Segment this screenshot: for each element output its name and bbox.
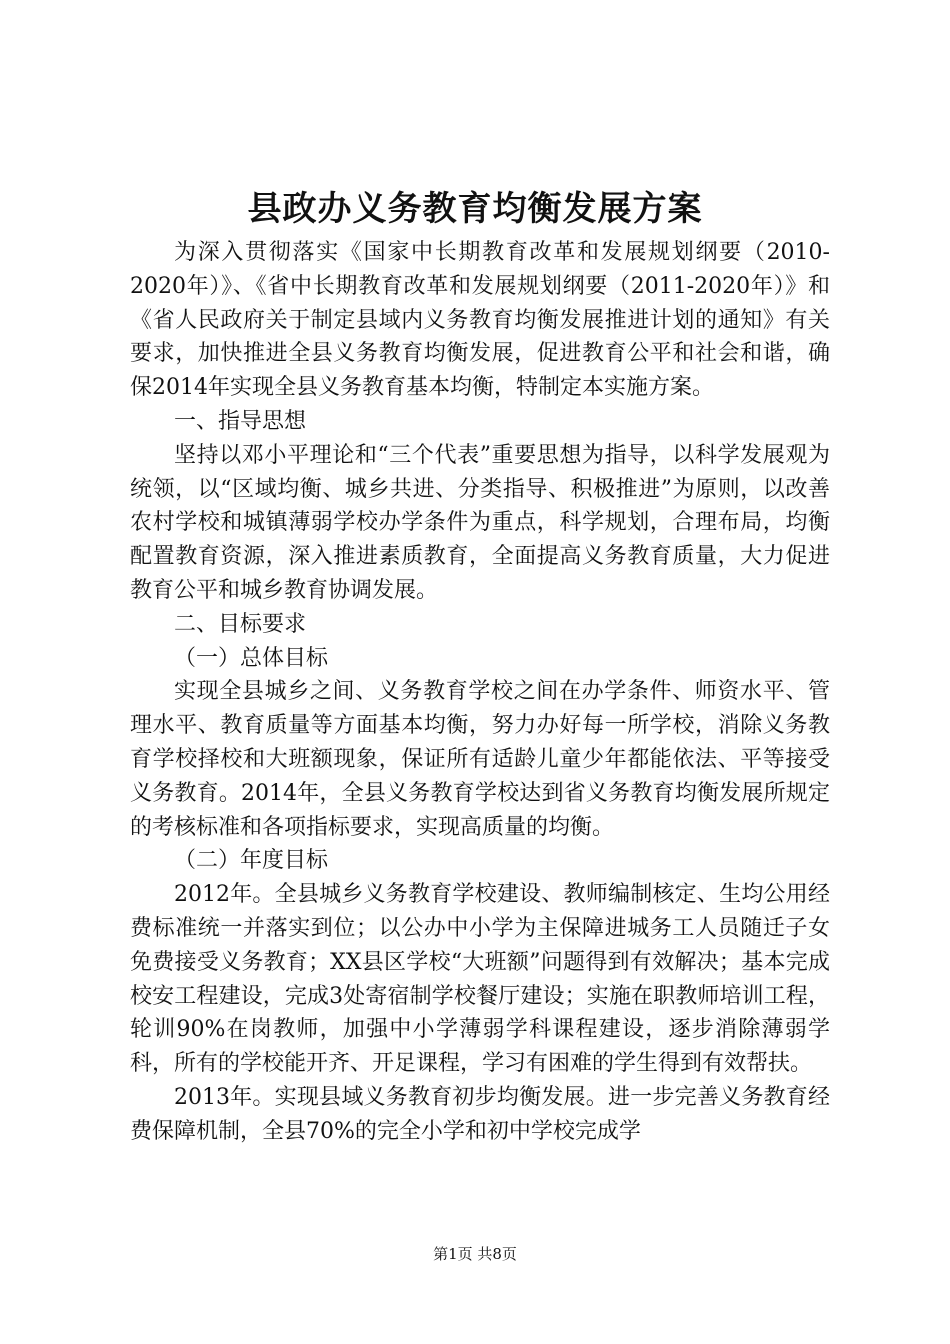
- subsection-heading-overall-goal: （一）总体目标: [174, 645, 329, 671]
- document-body: [130, 236, 830, 1149]
- paragraph-guiding-thought: 坚持以邓小平理论和“三个代表”重要思想为指导，以科学发展观为统领，以“区域均衡、城乡共进、分类指导、积极推进”为原则，以改善农村学校和城镇薄弱学校办学条件为重点，科学规划，合理布局，均衡配置教育资源，深入推进素质教育，全面提高义务教育质量，大力促进教育公平和城乡教育协调发展。: [130, 442, 830, 603]
- document-title: 县政办义务教育均衡发展方案: [247, 189, 703, 229]
- section-heading-guiding-thought: 一、指导思想: [174, 408, 307, 434]
- paragraph-overall-goal: 实现全县城乡之间、义务教育学校之间在办学条件、师资水平、管理水平、教育质量等方面基本均衡，努力办好每一所学校，消除义务教育学校择校和大班额现象，保证所有适龄儿童少年都能依法、平等接受义务教育。2014年，全县义务教育学校达到省义务教育均衡发展所规定的考核标准和各项指标要求，实现高质量的均衡。: [130, 679, 830, 840]
- subsection-heading-annual-goal: （二）年度目标: [174, 848, 329, 874]
- paragraph-annual-goal-2012: 2012年。全县城乡义务教育学校建设、教师编制核定、生均公用经费标准统一并落实到位；以公办中小学为主保障进城务工人员随迁子女免费接受义务教育；XX县区学校“大班额”问题得到有效解决；基本完成校安工程建设，完成3处寄宿制学校餐厅建设；实施在职教师培训工程，轮训90%在岗教师，加强中小学薄弱学科课程建设，逐步消除薄弱学科，所有的学校能开齐、开足课程，学习有困难的学生得到有效帮扶。: [130, 882, 830, 1077]
- paragraph-intro: 为深入贯彻落实《国家中长期教育改革和发展规划纲要（2010-2020年）》、《省中长期教育改革和发展规划纲要（2011-2020年）》和《省人民政府关于制定县域内义务教育均衡发展推进计划的通知》有关要求，加快推进全县义务教育均衡发展，促进教育公平和社会和谐，确保2014年实现全县义务教育基本均衡，特制定本实施方案。: [130, 240, 830, 401]
- page-footer: 第1页 共8页: [433, 1245, 517, 1263]
- paragraph-annual-goal-2013: 2013年。实现县域义务教育初步均衡发展。进一步完善义务教育经费保障机制，全县70%的完全小学和初中学校完成学: [130, 1084, 830, 1144]
- section-heading-goals: 二、目标要求: [174, 611, 307, 637]
